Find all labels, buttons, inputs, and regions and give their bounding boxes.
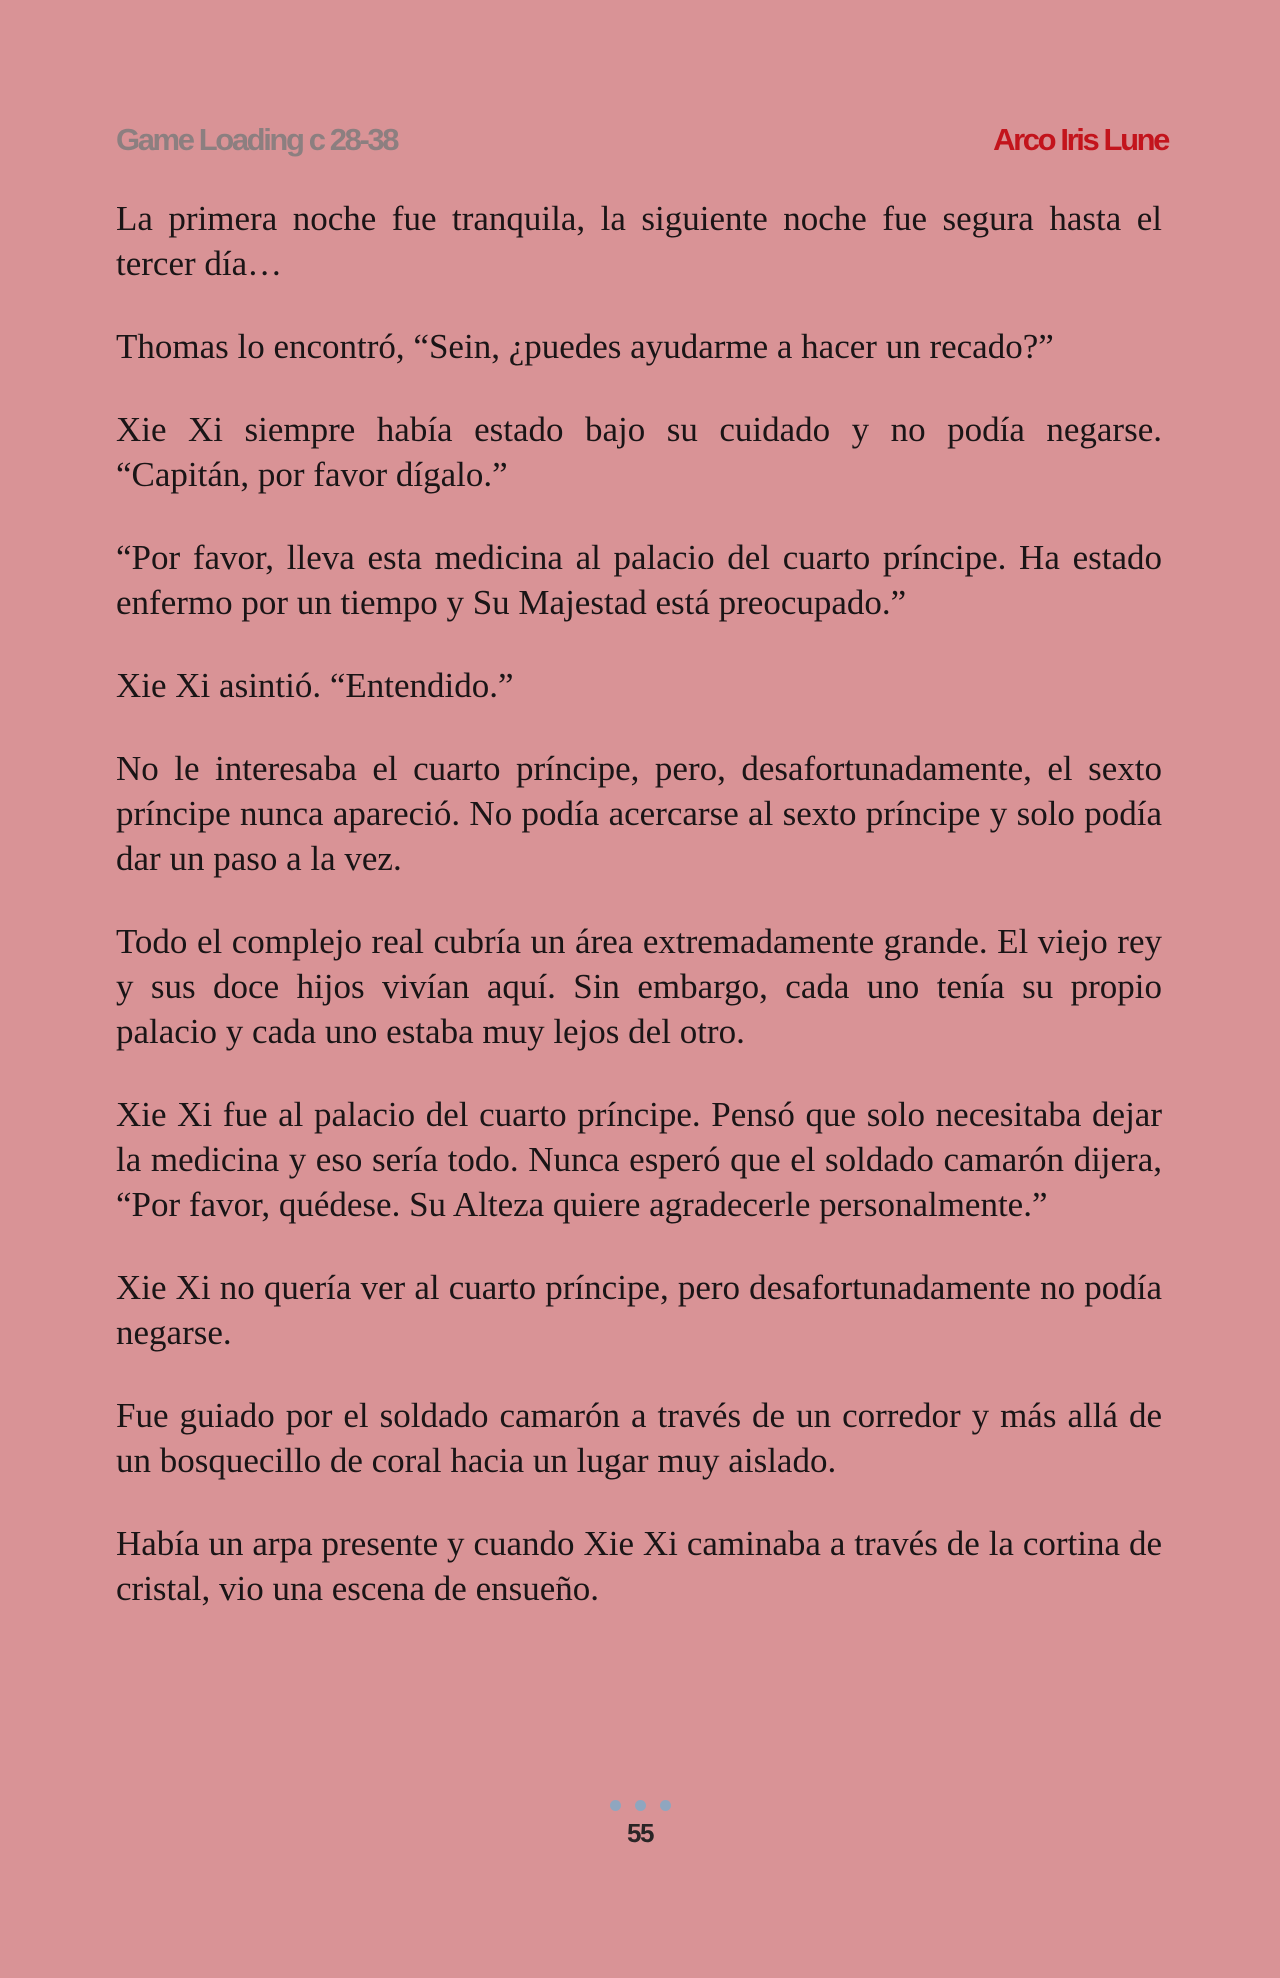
page-header [116,118,1168,162]
paragraph: Xie Xi siempre había estado bajo su cuidado y no podía negarse. “Capitán, por favor dígalo.” [116,410,1162,494]
ornament-dots-icon [0,1800,1280,1812]
dot-icon [610,1800,621,1811]
paragraph: Xie Xi asintió. “Entendido.” [116,666,514,705]
paragraph: Xie Xi no quería ver al cuarto príncipe, pero desafortunadamente no podía negarse. [116,1268,1162,1352]
page-footer [0,1800,1280,1849]
paragraph: Todo el complejo real cubría un área extremadamente grande. El viejo rey y sus doce hijos vivían aquí. Sin embargo, cada uno tenía su propio palacio y cada uno estaba muy lejos del otro. [116,922,1162,1051]
paragraph: No le interesaba el cuarto príncipe, pero, desafortunadamente, el sexto príncipe nunca apareció. No podía acercarse al sexto príncipe y solo podía dar un paso a la vez. [116,749,1162,878]
paragraph: Thomas lo encontró, “Sein, ¿puedes ayudarme a hacer un recado?” [116,327,1054,366]
translator-name: Arco Iris Lune [993,122,1168,157]
paragraph: Había un arpa presente y cuando Xie Xi caminaba a través de la cortina de cristal, vio una escena de ensueño. [116,1524,1162,1608]
book-chapter-title: Game Loading c 28-38 [116,122,398,157]
paragraph: Fue guiado por el soldado camarón a través de un corredor y más allá de un bosquecillo de coral hacia un lugar muy aislado. [116,1396,1162,1480]
paragraph: “Por favor, lleva esta medicina al palacio del cuarto príncipe. Ha estado enfermo por un tiempo y Su Majestad está preocupado.” [116,538,1162,622]
page-number: 55 [627,1818,653,1848]
paragraph: Xie Xi fue al palacio del cuarto príncipe. Pensó que solo necesitaba dejar la medicina y eso sería todo. Nunca esperó que el soldado camarón dijera, “Por favor, quédese. Su Alteza quiere agradecerle personalmente.” [116,1095,1162,1224]
dot-icon [660,1800,671,1811]
page-body [116,196,1162,1649]
paragraph: La primera noche fue tranquila, la siguiente noche fue segura hasta el tercer día… [116,199,1162,283]
dot-icon [635,1800,646,1811]
